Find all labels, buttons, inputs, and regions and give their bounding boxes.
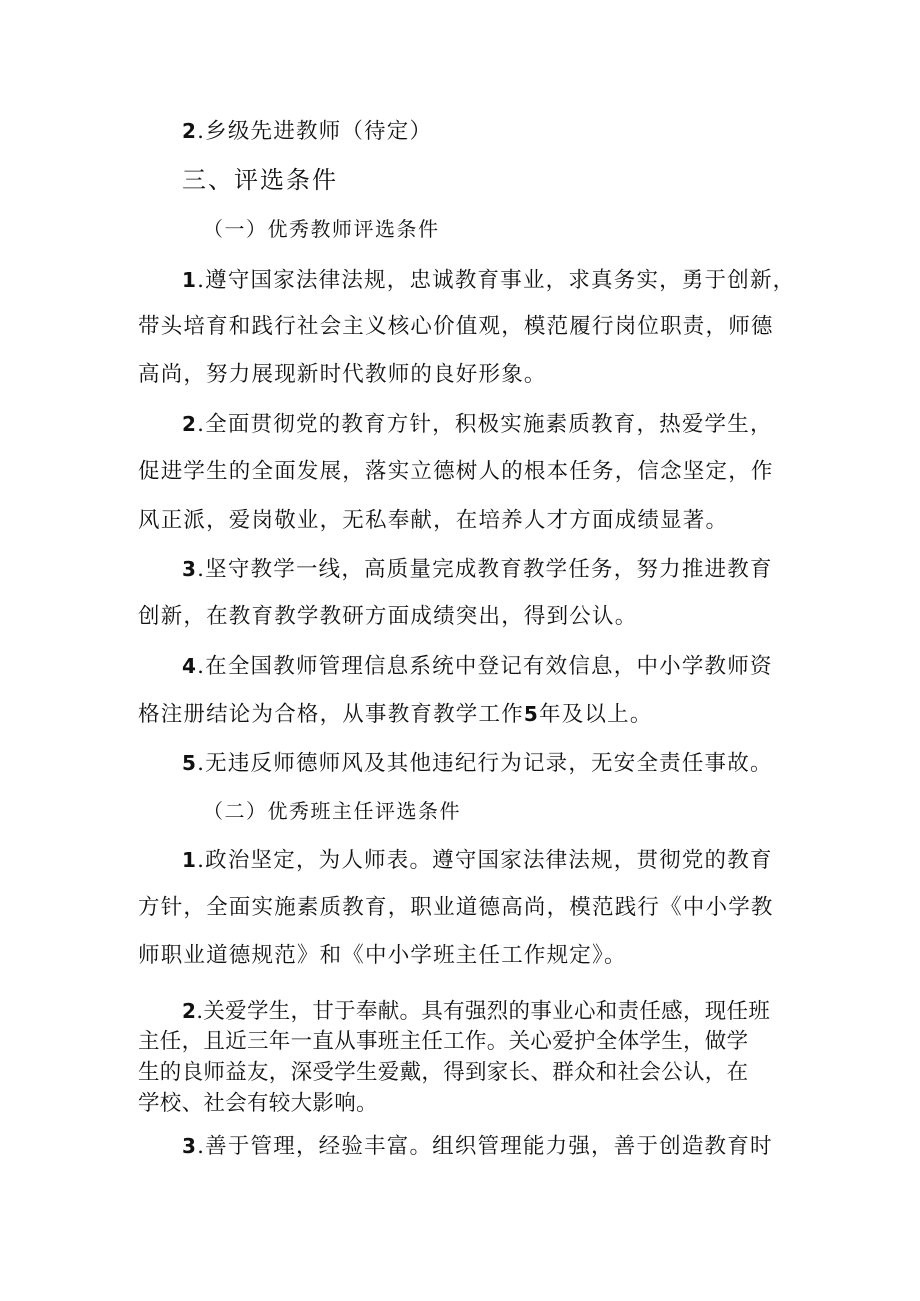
item-text: .乡级先进教师（待定） <box>197 119 433 144</box>
teacher-criterion-3-line-2: 创新，在教育教学教研方面成绩突出，得到公认。 <box>138 604 638 629</box>
item-number: 3 <box>182 1134 198 1158</box>
teacher-criterion-1-line-1 <box>182 265 842 296</box>
teacher-criterion-3-line-1 <box>182 554 842 585</box>
class-teacher-criterion-1-line-1 <box>182 845 842 876</box>
line-text: .坚守教学一线，高质量完成教育教学任务，努力推进教育 <box>197 557 773 582</box>
line-text: .遵守国家法律法规，忠诚教育事业，求真务实，勇于创新， <box>197 268 796 293</box>
years-number: 5 <box>523 702 540 726</box>
line-text: .政治坚定，为人师表。遵守国家法律法规，贯彻党的教育 <box>197 848 773 873</box>
teacher-criterion-2-line-3: 风正派，爱岗敬业，无私奉献，在培养人才方面成绩显著。 <box>138 508 729 533</box>
teacher-criterion-1-line-3: 高尚，努力展现新时代教师的良好形象。 <box>138 362 547 387</box>
item-number: 4 <box>182 654 198 678</box>
subsection-heading-teacher: （一）优秀教师评选条件 <box>203 217 440 241</box>
item-number: 2 <box>182 119 198 143</box>
teacher-criterion-5-line-1 <box>182 748 842 779</box>
section-heading-criteria: 三、评选条件 <box>182 166 338 194</box>
class-teacher-criterion-2-line-2: 主任，且近三年一直从事班主任工作。关心爱护全体学生，做学 <box>138 1029 749 1054</box>
line-text: .全面贯彻党的教育方针，积极实施素质教育，热爱学生， <box>197 412 773 437</box>
class-teacher-criterion-2-line-4: 学校、社会有较大影响。 <box>138 1091 378 1116</box>
teacher-criterion-2-line-2: 促进学生的全面发展，落实立德树人的根本任务，信念坚定，作 <box>138 459 774 484</box>
item-number: 1 <box>182 848 198 872</box>
class-teacher-criterion-3-line-1 <box>182 1131 842 1162</box>
teacher-criterion-4-line-2 <box>138 699 798 730</box>
line-text: 年及以上。 <box>539 702 653 727</box>
item-number: 1 <box>182 268 198 292</box>
class-teacher-criterion-1-line-2: 方针，全面实施素质教育，职业道德高尚，模范践行《中小学教 <box>138 895 774 920</box>
line-text: .无违反师德师风及其他违纪行为记录，无安全责任事故。 <box>197 751 773 776</box>
teacher-criterion-4-line-1 <box>182 651 842 682</box>
item-2-level-line <box>182 116 842 147</box>
item-number: 5 <box>182 751 198 775</box>
class-teacher-criterion-2-line-1 <box>182 996 842 1027</box>
line-text: 格注册结论为合格，从事教育教学工作 <box>138 702 524 727</box>
class-teacher-criterion-2-line-3: 生的良师益友，深受学生爱戴，得到家长、群众和社会公认，在 <box>138 1060 749 1085</box>
subsection-heading-class-teacher: （二）优秀班主任评选条件 <box>203 799 461 823</box>
item-number: 3 <box>182 557 198 581</box>
line-text: .善于管理，经验丰富。组织管理能力强，善于创造教育时 <box>197 1134 773 1159</box>
line-text: .关爱学生，甘于奉献。具有强烈的事业心和责任感，现任班 <box>196 999 771 1024</box>
item-number: 2 <box>182 999 197 1023</box>
teacher-criterion-2-line-1 <box>182 409 842 440</box>
teacher-criterion-1-line-2: 带头培育和践行社会主义核心价值观，模范履行岗位职责，师德 <box>138 314 774 339</box>
line-text: .在全国教师管理信息系统中登记有效信息，中小学教师资 <box>197 654 773 679</box>
item-number: 2 <box>182 412 198 436</box>
class-teacher-criterion-1-line-3: 师职业道德规范》和《中小学班主任工作规定》。 <box>138 943 627 968</box>
